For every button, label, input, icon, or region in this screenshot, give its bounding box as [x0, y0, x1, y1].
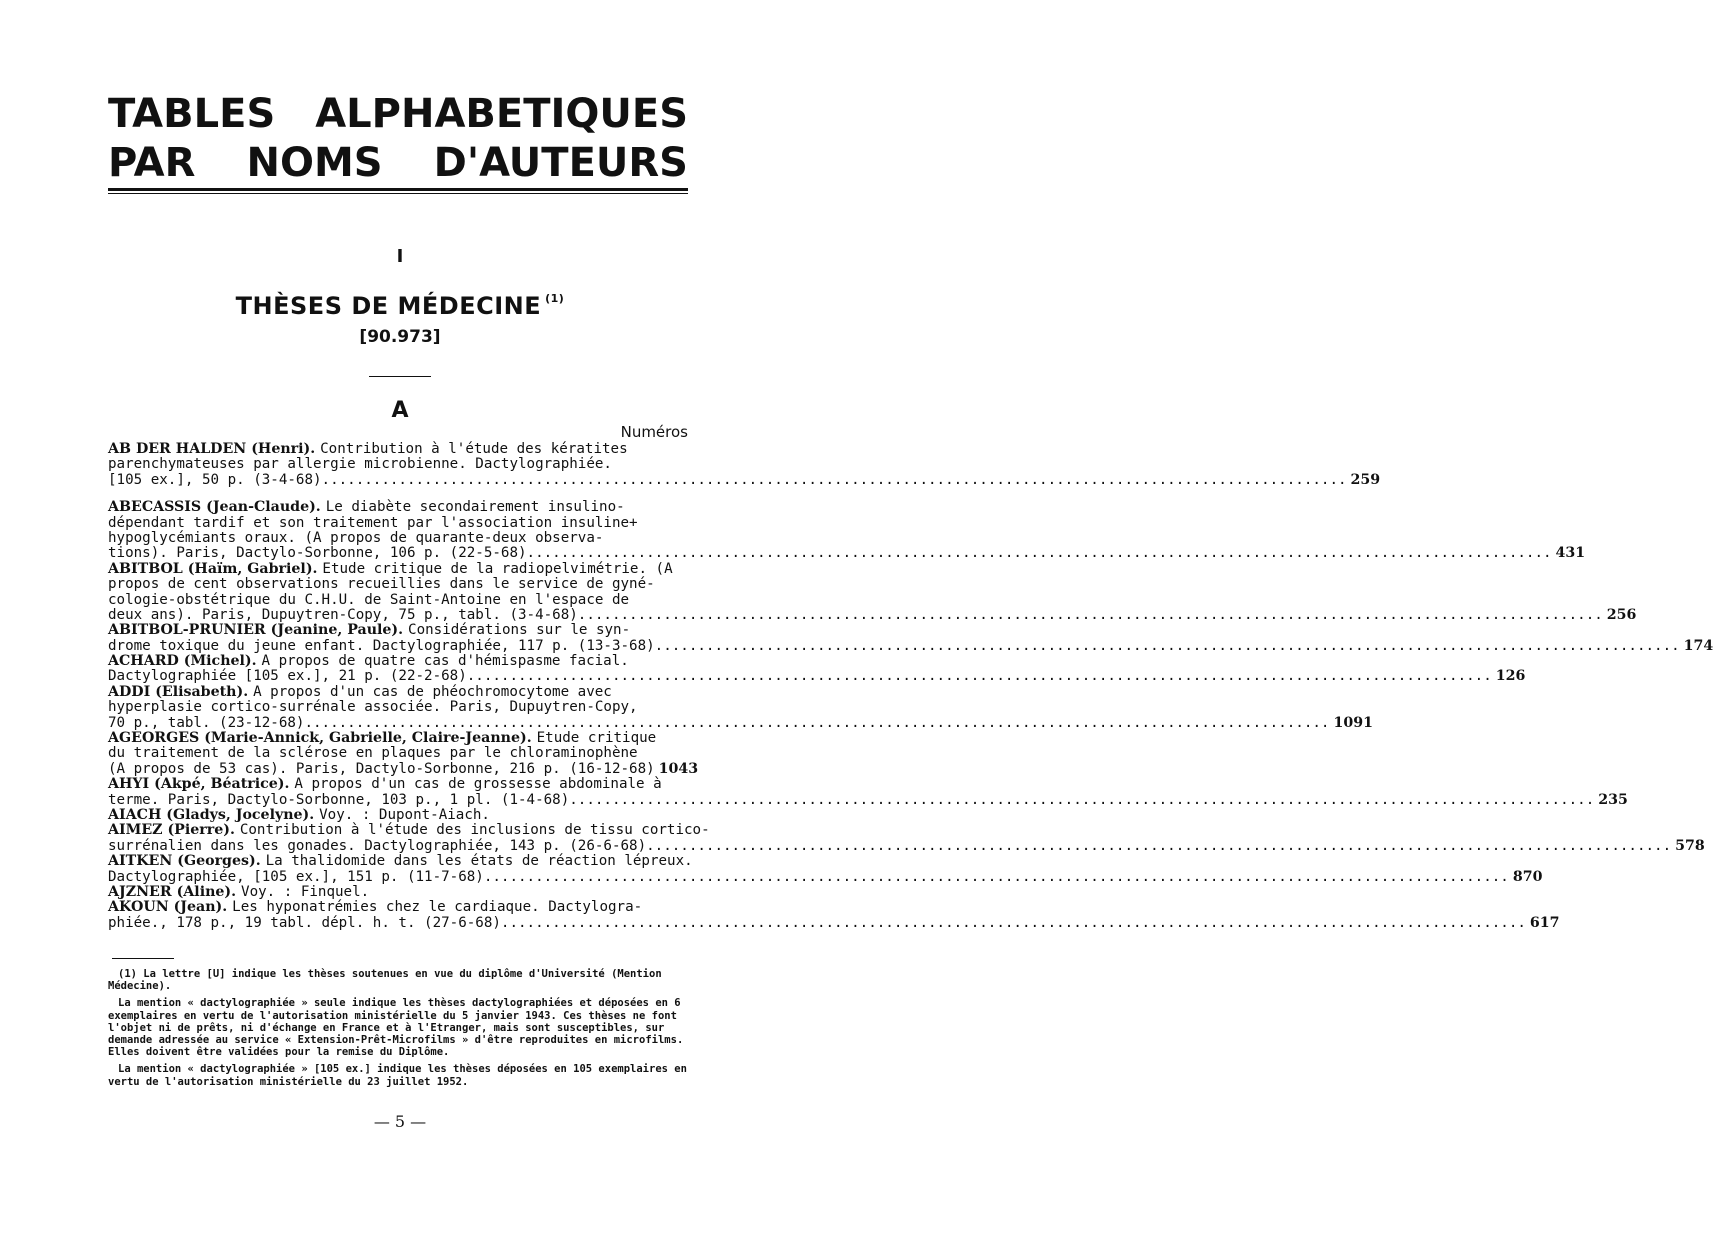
entry-text: terme. Paris, Dactylo-Sorbonne, 103 p., 1 pl. (1-4-68): [108, 791, 570, 808]
entry: [108, 885, 691, 900]
entry-line: [108, 654, 691, 669]
entry: [108, 808, 691, 823]
leader-dots: ........................................................................................................................: [304, 714, 1330, 731]
entry-line: [108, 471, 1381, 488]
entry-text: Voy. : Dupont-Aiach.: [319, 806, 490, 823]
page-number: — 5 —: [373, 1112, 427, 1131]
entry-line: [108, 545, 1586, 562]
entry-line: [108, 900, 691, 915]
main-title-line-1: [108, 92, 688, 136]
footnotes: [108, 968, 693, 1093]
entry-text: parenchymateuses par allergie microbienne. Dactylographiée.: [108, 456, 612, 473]
entry-number: 578: [1675, 837, 1705, 854]
entry-number: 256: [1606, 606, 1637, 623]
entry-list: [108, 441, 1713, 931]
entry-number: 870: [1512, 868, 1543, 885]
entry-line: [108, 746, 691, 761]
entry-line: [108, 516, 691, 531]
entry-author: ABECASSIS (Jean-Claude).: [108, 499, 326, 516]
entry-line: [108, 791, 1628, 808]
entry-line: [108, 606, 1637, 623]
entry-line: [108, 457, 691, 472]
letter-heading: A: [391, 398, 409, 423]
entry-line: [108, 623, 691, 638]
entry-author: AIACH (Gladys, Jocelyne).: [108, 806, 320, 823]
entry-text: deux ans). Paris, Dupuytren-Copy, 75 p., tabl. (3-4-68): [108, 606, 578, 623]
entry-text: surrénalien dans les gonades. Dactylographiée, 143 p. (26-6-68): [108, 837, 647, 854]
entry-text: Considérations sur le syn-: [408, 622, 631, 639]
entry-text: Les hyponatrémies chez le cardiaque. Dactylogra-: [232, 899, 643, 916]
entry-line: [108, 500, 691, 515]
entry: [108, 441, 1381, 488]
entry-number: 617: [1529, 914, 1560, 931]
entry: [108, 776, 1628, 808]
entry-text: La thalidomide dans les états de réaction lépreux.: [265, 853, 693, 870]
entry: [108, 653, 1526, 685]
leader-dots: ........................................................................................................................: [321, 471, 1347, 488]
entry: [108, 683, 1373, 731]
entry-line: [108, 731, 691, 746]
column-header: Numéros: [620, 423, 688, 441]
leader-dots: ........................................................................................................................: [654, 637, 1680, 654]
entry-text: Dactylographiée [105 ex.], 21 p. (22-2-68): [108, 668, 467, 685]
footnote-paragraph: (1) La lettre [U] indique les thèses soutenues en vue du diplôme d'Université (Mention Médecine).: [108, 968, 662, 993]
entry-text: Contribution à l'étude des inclusions de tissu cortico-: [239, 822, 710, 839]
leader-dots: ........................................................................................................................: [466, 668, 1492, 685]
entry-line: [108, 577, 691, 592]
entry-text: A propos de quatre cas d'hémispasme facial.: [261, 653, 629, 670]
entry-author: AIMEZ (Pierre).: [108, 822, 240, 839]
entry-author: AHYI (Akpé, Béatrice).: [108, 776, 295, 793]
entry: [108, 499, 1586, 562]
entry-line: [108, 685, 691, 700]
entry-text: Le diabète secondairement insulino-: [325, 499, 625, 516]
entry-line: [108, 854, 691, 869]
entry-author: AGEORGES (Marie-Annick, Gabrielle, Claire-Jeanne).: [108, 730, 537, 747]
entry-author: AKOUN (Jean).: [108, 899, 233, 916]
title-word: PAR: [108, 140, 196, 186]
entry-text: (A propos de 53 cas). Paris, Dactylo-Sorbonne, 216 p. (16-12-68): [108, 760, 655, 777]
entry-text: hypoglycémiants oraux. (A propos de quarante-deux observa-: [108, 529, 604, 546]
entry-text: Etude critique: [536, 730, 657, 747]
entry-author: ABITBOL-PRUNIER (Jeanine, Paule).: [108, 622, 409, 639]
entry-text: drome toxique du jeune enfant. Dactylographiée, 117 p. (13-3-68): [108, 637, 655, 654]
entry-line: [108, 808, 691, 823]
title-rule-thick: [108, 188, 688, 191]
entry-line: [108, 637, 1713, 654]
main-title-line-2: [108, 141, 688, 185]
entry: [108, 622, 1713, 654]
entry-text: dépendant tardif et son traitement par l'association insuline+: [108, 514, 638, 531]
entry: [108, 822, 1705, 854]
entry-text: 70 p., tabl. (23-12-68): [108, 714, 305, 731]
entry-text: Voy. : Finquel.: [241, 883, 370, 900]
title-word: TABLES: [108, 91, 276, 137]
entry-text: hyperplasie cortico-surrénale associée. Paris, Dupuytren-Copy,: [108, 699, 638, 716]
entry-author: AITKEN (Georges).: [108, 853, 266, 870]
entry-author: ACHARD (Michel).: [108, 653, 262, 670]
entry-line: [108, 593, 691, 608]
classification-number: [90.973]: [359, 327, 441, 347]
entry-text: cologie-obstétrique du C.H.U. de Saint-Antoine en l'espace de: [108, 591, 630, 608]
leader-dots: ........................................................................................................................: [526, 545, 1552, 562]
entry-line: [108, 868, 1543, 885]
entry-line: [108, 777, 691, 792]
leader-dots: ........................................................................................................................: [483, 868, 1509, 885]
entry-author: AJZNER (Aline).: [108, 883, 242, 900]
section-number: I: [396, 246, 404, 267]
leader-dots: ........................................................................................................................: [569, 791, 1595, 808]
entry-line: [108, 562, 691, 577]
footnote-mark: (1): [545, 292, 565, 305]
entry-author: ABITBOL (Haïm, Gabriel).: [108, 560, 323, 577]
leader-dots: ........................................................................................................................: [646, 837, 1672, 854]
footnote-rule: [112, 958, 174, 959]
title-word: D'AUTEURS: [433, 140, 688, 186]
entry-text: tions). Paris, Dactylo-Sorbonne, 106 p. (22-5-68): [108, 545, 527, 562]
entry-line: [108, 914, 1560, 931]
leader-dots: ........................................................................................................................: [500, 914, 1526, 931]
entry: [108, 560, 1637, 624]
entry-author: AB DER HALDEN (Henri).: [108, 441, 321, 457]
entry-number: 1091: [1333, 714, 1373, 731]
entry: [108, 853, 1543, 885]
footnote-paragraph: La mention « dactylographiée » seule indique les thèses dactylographiées et déposées en 6 exemplaires en vertu de l'autorisation ministérielle du 5 janvier 1943. Ces thèses ne font l'objet ni de prêts, ni d'échange en France et à l'Etranger, mais sont susceptibles, sur demande adressée au service « Extension-Prêt-Microfilms » d'être reproduites en microfilms. Elles doivent être validées pour la remise du Diplôme.: [108, 997, 684, 1059]
entry-text: du traitement de la sclérose en plaques par le chloraminophène: [108, 745, 638, 762]
entry-line: [108, 885, 691, 900]
entry: [108, 730, 699, 777]
entry-number: 1043: [658, 760, 699, 777]
entry-text: Etude critique de la radiopelvimétrie. (A: [322, 560, 673, 577]
entry-text: propos de cent observations recueillies dans le service de gyné-: [108, 576, 655, 593]
entry-line: [108, 700, 691, 715]
entry-text: A propos d'un cas de grossesse abdominale à: [294, 776, 662, 793]
entry-number: 235: [1598, 791, 1628, 808]
entry-number: 431: [1555, 545, 1586, 562]
entry-text: phiée., 178 p., 19 tabl. dépl. h. t. (27-6-68): [108, 914, 501, 931]
entry-line: [108, 714, 1373, 731]
title-word: ALPHABETIQUES: [315, 91, 688, 137]
entry-author: ADDI (Elisabeth).: [108, 683, 254, 700]
entry-number: 259: [1350, 471, 1381, 488]
entry-text: [105 ex.], 50 p. (3-4-68): [108, 471, 322, 488]
entry-text: A propos d'un cas de phéochromocytome avec: [253, 683, 612, 700]
entry-line: [108, 837, 1705, 854]
entry-number: 126: [1495, 668, 1526, 685]
title-rule-thin: [108, 193, 688, 194]
entry: [108, 899, 1560, 931]
leader-dots: ........................................................................................................................: [577, 606, 1603, 623]
title-word: NOMS: [246, 140, 383, 186]
footnote-paragraph: La mention « dactylographiée » [105 ex.] indique les thèses déposées en 105 exemplaires en vertu de l'autorisation ministérielle du 23 juillet 1952.: [108, 1063, 687, 1088]
entry-line: [108, 668, 1526, 685]
entry-text: Dactylographiée, [105 ex.], 151 p. (11-7-68): [108, 868, 484, 885]
entry-text: Contribution à l'étude des kératites: [320, 441, 628, 457]
section-title-text: THÈSES DE MÉDECINE: [235, 292, 542, 320]
entry-line: [108, 760, 699, 777]
entry-number: 174: [1683, 637, 1713, 654]
entry-line: [108, 822, 710, 839]
section-divider: [369, 376, 431, 377]
entry-line: [108, 531, 691, 546]
section-title: [0, 292, 800, 320]
entry-line: [108, 442, 691, 457]
